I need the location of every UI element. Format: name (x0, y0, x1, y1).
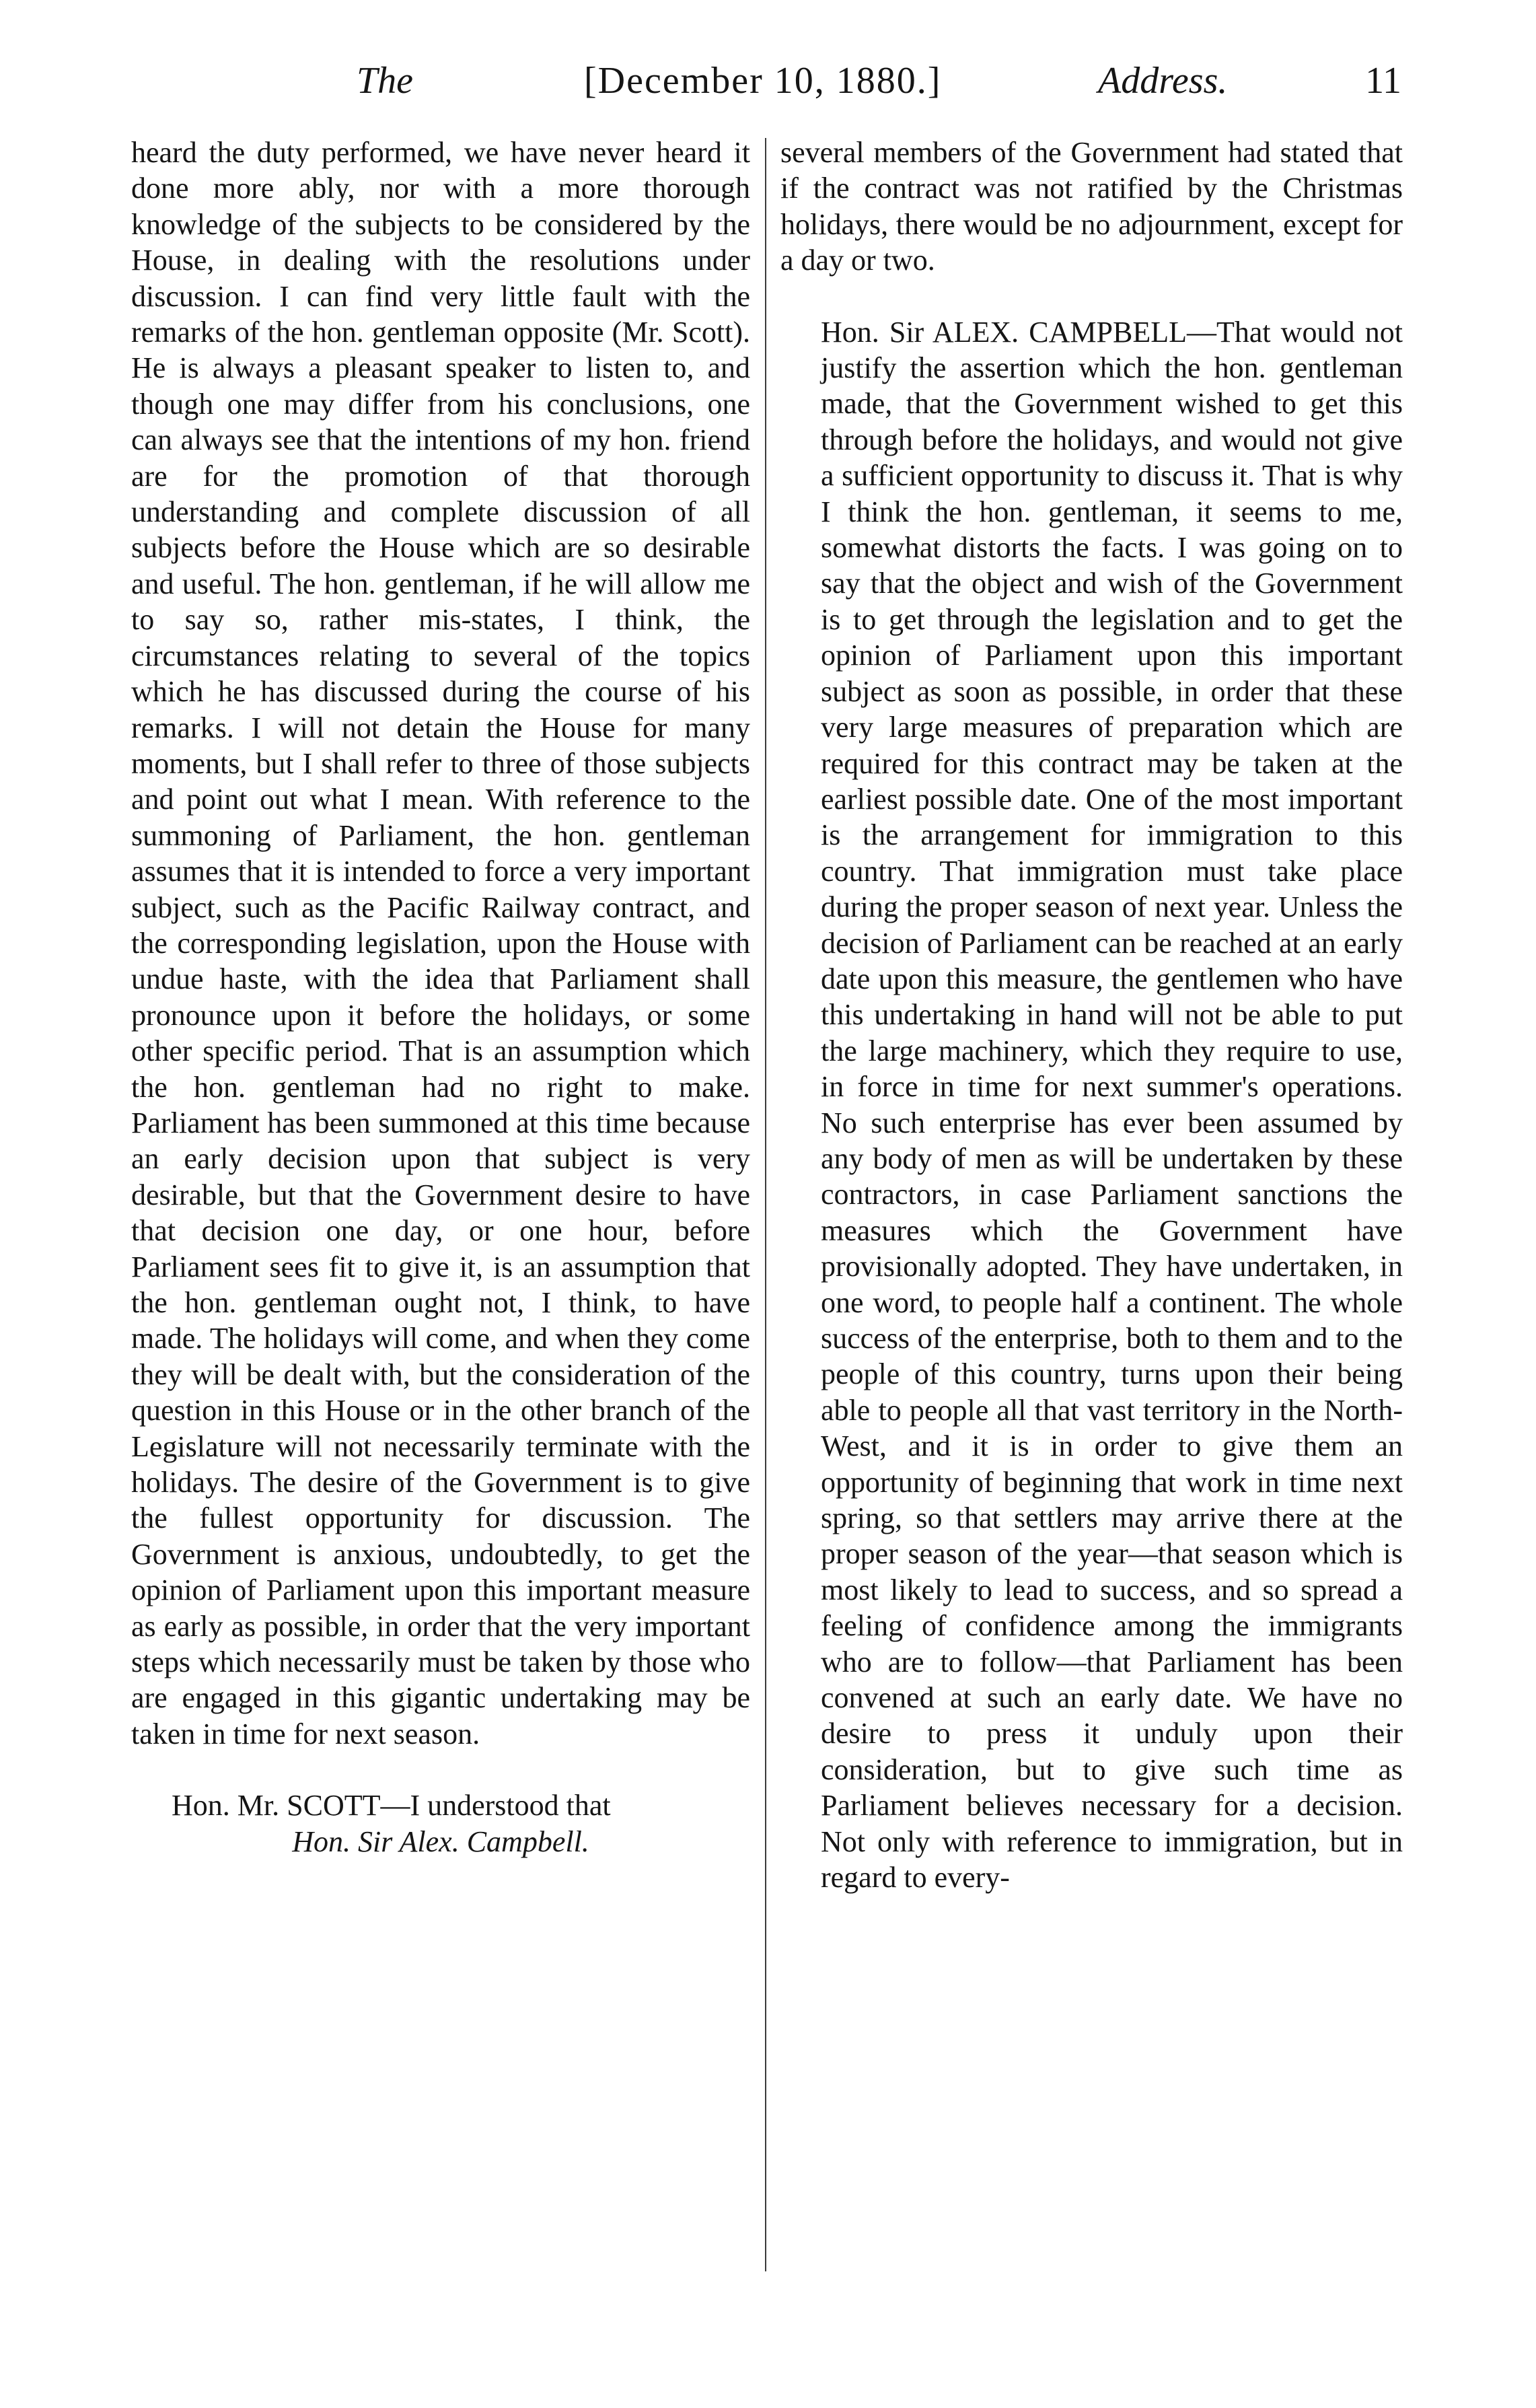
left-paragraph-1: heard the duty performed, we have never heard it done more ably, nor with a more thorough knowledge of the subjects to be considered by the House, in dealing with the resolutions under discussion. I can find very little fault with the remarks of the hon. gentleman opposite (Mr. Scott). He is always a pleasant speaker to listen to, and though one may differ from his conclusions, one can always see that the intentions of my hon. friend are for the promotion of that thorough understanding and complete discussion of all subjects before the House which are so desirable and useful. The hon. gentleman, if he will allow me to say so, rather mis-states, I think, the circumstances relating to several of the topics which he has discussed during the course of his remarks. I will not detain the House for many moments, but I shall refer to three of those subjects and point out what I mean. With reference to the summoning of Parliament, the hon. gentleman assumes that it is intended to force a very important subject, such as the Pacific Railway contract, and the corresponding legislation, upon the House with undue haste, with the idea that Parliament shall pronounce upon it before the holidays, or some other specific period. That is an assumption which the hon. gentleman had no right to make. Parliament has been summoned at this time because an early decision upon that subject is very desirable, but that the Government desire to have that decision one day, or one hour, before Parliament sees fit to give it, is an assumption that the hon. gentleman ought not, I think, to have made. The holidays will come, and when they come they will be dealt with, but the consideration of the question in this House or in the other branch of the Legislature will not necessarily terminate with the holidays. The desire of the Government is to give the fullest opportunity for discussion. The Government is anxious, undoubtedly, to get the opinion of Parliament upon this important measure as early as possible, in order that the very important steps which necessarily must be taken by those who are engaged in this gigantic undertaking may be taken in time for next season. (131, 136, 750, 1750)
left-paragraph-2: Hon. Mr. SCOTT—I understood that (172, 1789, 611, 1822)
page-header (135, 59, 1401, 133)
right-paragraph-2: Hon. Sir ALEX. CAMPBELL—That would not justify the assertion which the hon. gentleman made, that the Government wished to get this through before the holidays, and would not give a sufficient opportunity to discuss it. That is why I think the hon. gentleman, it seems to me, somewhat distorts the facts. I was going on to say that the object and wish of the Government is to get through the legislation and to get the opinion of Parliament upon this important subject as soon as possible, in order that these very large measures of preparation which are required for this contract may be taken at the earliest possible date. One of the most important is the arrangement for immigration to this country. That immigration must take place during the proper season of next year. Unless the decision of Parliament can be reached at an early date upon this measure, the gentlemen who have this undertaking in hand will not be able to put the large machinery, which they require to use, in force in time for next summer's operations. No such enterprise has ever been assumed by any body of men as will be undertaken by these contractors, in case Parliament sanctions the measures which the Government have provisionally adopted. They have undertaken, in one word, to people half a continent. The whole success of the enterprise, both to them and to the people of this country, turns upon their being able to people all that vast territory in the North-West, and it is in order to give them an opportunity of beginning that work in time next spring, so that settlers may arrive there at the proper season of the year—that season which is most likely to lead to success, and so spread a feeling of confidence among the immigrants who are to follow—that Parliament has been convened at such an early date. We have no desire to press it unduly upon their consideration, but to give such time as Parliament believes necessary for a decision. Not only with reference to immigration, but in regard to every- (821, 315, 1403, 1894)
page-number: 11 (1365, 60, 1401, 102)
signature-line: Hon. Sir Alex. Campbell. (292, 1825, 589, 1858)
column-divider (765, 138, 766, 2271)
left-column (131, 135, 750, 1860)
right-column (780, 135, 1403, 1896)
header-date: [December 10, 1880.] (584, 60, 942, 102)
right-paragraph-1: several members of the Government had stated that if the contract was not ratified by the Christmas holidays, there would be no adjournment, except for a day or two. (780, 136, 1403, 277)
header-running-title-right: Address. (1098, 60, 1228, 102)
header-running-title-left: The (357, 60, 413, 102)
